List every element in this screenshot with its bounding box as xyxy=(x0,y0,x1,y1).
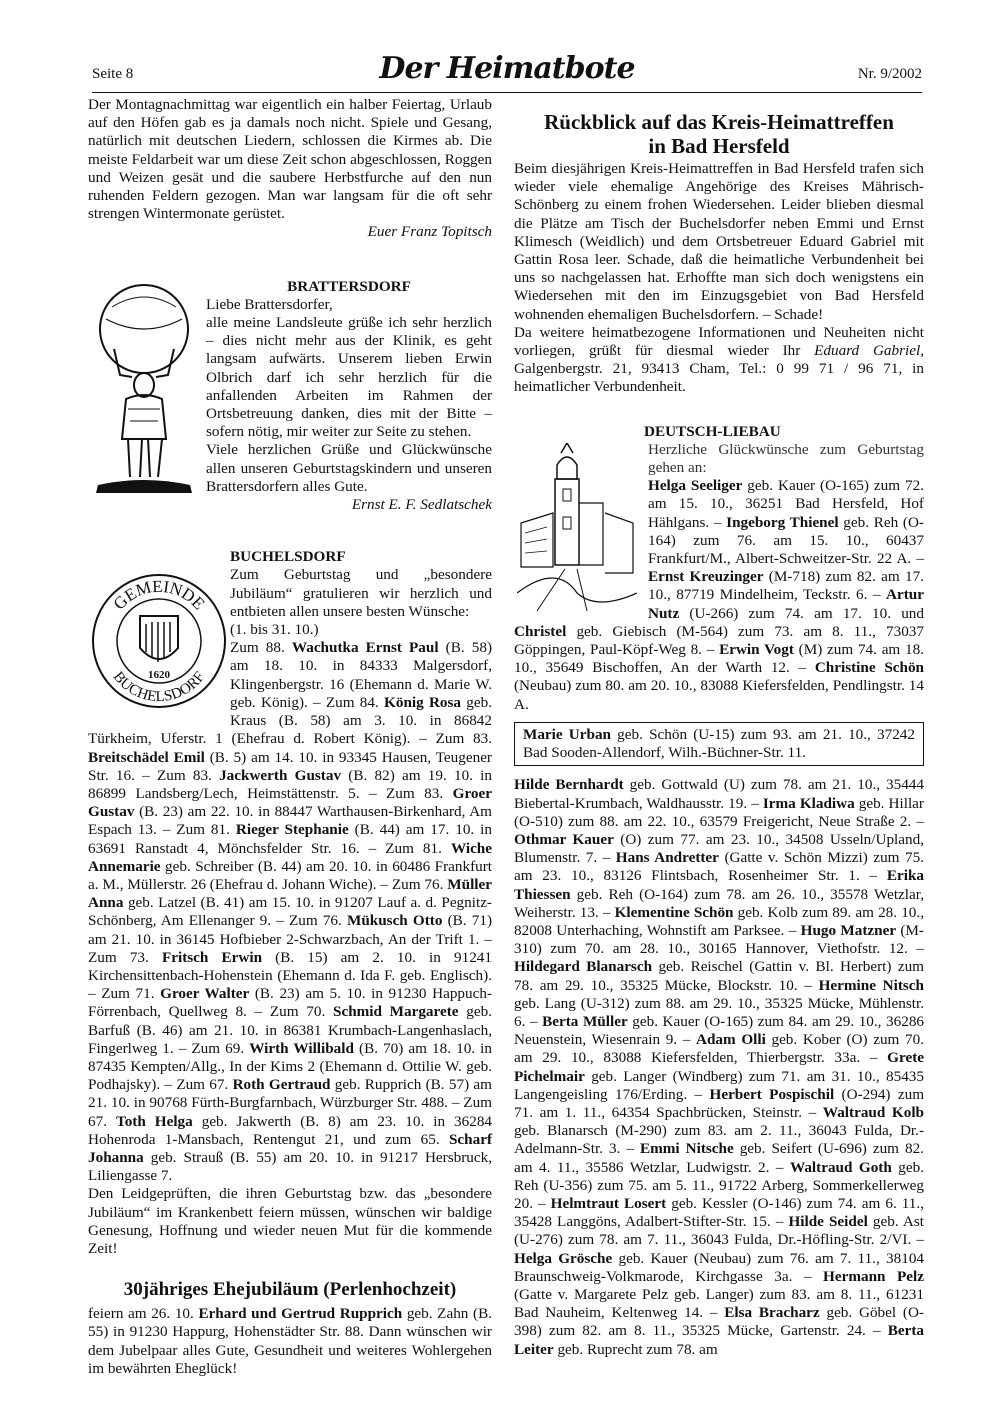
entry-name: Hilde Bernhardt xyxy=(514,776,624,794)
entry-name: König Rosa xyxy=(384,693,462,711)
brattersdorf-title: BRATTERSDORF xyxy=(287,277,411,295)
entry-name: Waltraud Kolb xyxy=(822,1103,924,1121)
intro-paragraph: Der Montagnachmittag war eigentlich ein halber Feiertag, Urlaub auf den Höfen gab es ja damals noch nicht. Spiele und Gesang, natürlich mit deutschen Liedern, schlossen die Kirmes ab. Die meiste Feldarbeit war um diese Zeit schon abgeschlossen, Roggen und Weizen gesät und die saubere Herbstfurche auf den nun ruhenden Feldern gezogen. Man war langsam für die oft sehr strengen Wintermonate gerüstet. xyxy=(88,96,492,223)
brattersdorf-salutation: Liebe Brattersdorfer, xyxy=(206,295,333,313)
entry-name: Emmi Nitsche xyxy=(639,1140,734,1158)
entry-details: geb. Rupprich (B. 57) am 21. 10. in 90768 Fürth-Burgfarnbach, Würzburger Str. 488. – Zum 67. xyxy=(88,1076,492,1130)
entry-name: Berta Müller xyxy=(542,1012,628,1030)
entry-details: (M-310) zum 70. am 28. 10., 30165 Hannover, Viethofstr. 12. – xyxy=(514,921,924,958)
highlight-box xyxy=(514,722,924,766)
entry-name: Wachutka Ernst Paul xyxy=(291,639,439,657)
entry-name: Hermann Pelz xyxy=(823,1267,924,1285)
entry-details: geb. Reh (O-164) zum 78. am 26. 10., 35578 Wetzlar, Weiherstr. 13. – xyxy=(514,885,924,921)
jubilee-text: feiern am 26. 10. Erhard und Gertrud Rupprich geb. Zahn (B. 55) in 91230 Happurg, Hohenstädter Str. 88. Dann wünschen wir dem Jubelpaar alles Gute, Gesundheit und weiteres Wohlergehen im bewährten Eheglück! xyxy=(88,1305,492,1377)
seal-text-top: GEMEINDE xyxy=(109,577,209,614)
entry-name: Othmar Kauer xyxy=(514,830,614,848)
municipal-seal-icon xyxy=(88,566,230,716)
entry-details: geb. Seifert (U-696) zum 82. am 4. 11., 35586 Wetzlar, Ludwigstr. 2. – xyxy=(514,1140,924,1176)
entry-name: Ingeborg Thienel xyxy=(726,513,839,531)
issue-number: Nr. 9/2002 xyxy=(857,66,922,82)
buchelsdorf-intro: Zum Geburtstag und „besondere Jubiläum“ gratulieren wir herzlich und entbieten allen unsere besten Wünsche: xyxy=(230,566,492,620)
entry-details: geb. Reh (U-356) zum 75. am 5. 11., 91722 Arberg, Sommerkellerweg 20. – xyxy=(514,1158,925,1212)
entry-name: Helga Grösche xyxy=(514,1249,613,1267)
entry-details: (O) zum 77. am 23. 10., 34508 Usseln/Upland, Blumenstr. 7. – xyxy=(514,830,924,867)
entry-name: Groer Walter xyxy=(160,985,250,1003)
entry-name: Hermine Nitsch xyxy=(818,976,924,994)
atlas-statue-icon xyxy=(88,278,200,502)
entry-details: (B. 71) am 21. 10. in 36145 Hofbieber 2-Schwarzbach, An der Trift 1. – Zum 73. xyxy=(88,912,493,966)
entry-details: (B. 70) am 18. 10. in 87435 Kempten/Allg., In der Kims 2 (Ehemann d. Ottilie W. geb. Podhajsky). – Zum 67. xyxy=(88,1039,492,1094)
entry-name: Christel xyxy=(514,622,567,640)
review-title: Rückblick auf das Kreis-Heimattreffen in Bad Hersfeld xyxy=(544,110,894,158)
entry-prefix: Zum 88. xyxy=(230,639,292,657)
deutsch-liebau-section xyxy=(514,423,924,1359)
liebau-title: DEUTSCH-LIEBAU xyxy=(644,422,781,440)
review-paragraph-2: Da weitere heimatbezogene Informationen und Neuheiten nicht vorliegen, grüßt für diesmal wieder Ihr Eduard Gabriel, Galgenbergstr. 21, 93413 Cham, Tel.: 0 99 71 / 96 71, in heimatlicher Verbundenheit. xyxy=(514,323,925,396)
entry-name: Hilde Seidel xyxy=(788,1213,868,1231)
entry-name: Hildegard Blanarsch xyxy=(514,958,653,976)
left-column xyxy=(88,96,492,1378)
entry-name: Groer Gustav xyxy=(88,784,492,821)
entry-details: geb. Blanarsch (M-290) zum 83. am 2. 11., 36043 Fulda, Dr.-Adelmann-Str. 3. – xyxy=(514,1122,924,1158)
header-rule xyxy=(92,92,922,93)
entry-details: (Gatte v. Margarete Pelz geb. Langer) zum 83. am 8. 11., 61231 Bad Nauheim, Keltenweg 14. – xyxy=(514,1285,924,1322)
entry-details: geb. Gottwald (U) zum 78. am 21. 10., 35444 Biebertal-Krumbach, Waldhausstr. 19. – xyxy=(514,776,924,812)
entry-name: Hugo Matzner xyxy=(800,921,897,939)
entry-details: geb. Kober (O) zum 70. am 29. 10., 83088 Kiefersfelden, Thierbergstr. 33a. – xyxy=(514,1031,924,1067)
page-number: Seite 8 xyxy=(92,66,134,82)
entry-details: geb. Schreiber (B. 44) am 20. 10. in 60486 Frankfurt a. M., Müllerstr. 26 (Ehefrau d. Johann Wiche). – Zum 76. xyxy=(88,857,492,893)
jubilee-title: 30jähriges Ehejubiläum (Perlenhochzeit) xyxy=(123,1279,457,1301)
entry-details: geb. Jakwerth (B. 8) am 23. 10. in 36284 Hohenroda 1-Mansbach, Rentengut 21, und zum 65. xyxy=(88,1112,493,1148)
entry-details: geb. Hillar (O-510) zum 88. am 22. 10., 63579 Freigericht, Neue Straße 2. – xyxy=(514,794,924,830)
entry-name: Helga Seeliger xyxy=(648,477,743,495)
liebau-intro: Herzliche Glückwünsche zum Geburtstag gehen an: xyxy=(648,440,924,477)
liebau-entries-after-box xyxy=(514,776,924,1359)
entry-details: (M) zum 74. am 18. 10., 35649 Bischoffen, An der Warth 12. – xyxy=(514,641,924,677)
brattersdorf-section xyxy=(88,278,492,515)
entry-name: Jackwerth Gustav xyxy=(219,766,342,784)
entry-details: (U-266) zum 74. am 17. 10. und xyxy=(679,604,924,622)
entry-name: Hans Andretter xyxy=(615,849,719,867)
entry-details: geb. Kauer (Neubau) zum 76. am 7. 11., 38104 Braunschweig-Volkmarode, Kirchgasse 3a. – xyxy=(514,1249,925,1285)
page-header xyxy=(92,52,922,92)
entry-name: Müller Anna xyxy=(88,875,492,912)
brattersdorf-signature: Ernst E. F. Sedlatschek xyxy=(351,496,492,514)
entry-name: Ernst Kreuzinger xyxy=(648,568,764,586)
entry-name: Schmid Margarete xyxy=(333,1003,459,1021)
entry-details: (B. 82) am 19. 10. in 86899 Landsberg/Lech, Heimstättenstr. 5. – Zum 83. xyxy=(88,766,492,802)
entry-details: (B. 5) am 14. 10. in 93345 Hausen, Teugener Str. 16. – Zum 83. xyxy=(88,748,492,784)
entry-details: geb. Kauer (O-165) zum 84. am 29. 10., 36286 Neuenstein, Wiesenrain 9. – xyxy=(514,1012,925,1049)
buchelsdorf-section xyxy=(88,548,492,1258)
entry-name: Breitschädel Emil xyxy=(88,748,205,766)
jubilee-section xyxy=(88,1278,492,1378)
masthead-title: Der Heimatbote xyxy=(379,51,635,86)
entry-name: Fritsch Erwin xyxy=(161,948,263,966)
buchelsdorf-title: BUCHELSDORF xyxy=(230,548,346,566)
entry-details: (B. 23) am 22. 10. in 88447 Warthausen-Birkenhard, Am Espach 13. – Zum 81. xyxy=(88,803,492,839)
entry-details: (M-718) zum 82. am 17. 10., 87719 Mindelheim, Teckstr. 6. – xyxy=(648,568,924,604)
entry-details: geb. Reischel (Gattin v. Bl. Herbert) zum 78. am 29. 10., 35325 Mücke, Blockstr. 10. – xyxy=(514,958,924,994)
entry-name: Scharf Johanna xyxy=(88,1130,492,1166)
entry-details: geb. Lang (U-312) zum 88. am 29. 10., 35325 Mücke, Mühlenstr. 6. – xyxy=(514,994,924,1030)
highlight-box-text: Marie Urban geb. Schön (U-15) zum 93. am 21. 10., 37242 Bad Sooden-Allendorf, Wilh.-Büchner-Str. 11. xyxy=(523,725,915,762)
entry-details: geb. Kraus (B. 58) am 3. 10. in 86842 Türkheim, Uferstr. 1 (Ehefrau d. Robert König). – Zum 83. xyxy=(88,693,493,748)
entry-name: Waltraud Goth xyxy=(789,1158,892,1176)
brattersdorf-body-2: Viele herzlichen Grüße und Glückwünsche allen unseren Geburtstagskindern und unseren Brattersdorfern alles Gute. xyxy=(206,441,492,495)
entry-details: geb. Reh (O-164) zum 76. am 15. 10., 60437 Frankfurt/M., Albert-Schweitzer-Str. 22 A. – xyxy=(648,513,924,568)
entry-details: geb. Giebisch (M-564) zum 73. am 8. 11., 73037 Göppingen, Paul-Köpf-Weg 8. – xyxy=(514,622,924,659)
entry-name: Mükusch Otto xyxy=(346,912,443,930)
entry-details: (B. 58) am 18. 10. in 84333 Malgersdorf, Klingenbergstr. 16 (Ehemann d. Marie W. geb. König). – Zum 84. xyxy=(230,639,493,711)
buchelsdorf-period: (1. bis 31. 10.) xyxy=(230,621,319,639)
entry-name: Toth Helga xyxy=(115,1112,193,1130)
entry-name: Erika Thiessen xyxy=(514,867,924,903)
entry-details: geb. Ruprecht zum 78. am xyxy=(553,1340,718,1358)
buchelsdorf-entries xyxy=(88,639,492,1185)
buchelsdorf-closing: Den Leidgeprüften, die ihren Geburtstag bzw. das „besondere Jubiläum“ im Krankenbett feiern müssen, wünschen wir baldige Genesung, Hoffnung und wieder neuen Mut für die kommende Zeit! xyxy=(88,1185,492,1257)
entry-name: Adam Olli xyxy=(696,1031,766,1049)
entry-name: Rieger Stephanie xyxy=(235,821,349,839)
entry-details: (O-294) zum 71. am 1. 11., 64354 Spachbrücken, Steinstr. – xyxy=(514,1085,925,1121)
entry-name: Erwin Vogt xyxy=(719,641,794,659)
entry-details: (B. 15) am 2. 10. in 91241 Kirchensittenbach-Hohenstein (Ehemann d. Ida F. geb. Englisch). – Zum 71. xyxy=(88,948,492,1003)
entry-name: Klementine Schön xyxy=(614,903,734,921)
entry-name: Wirth Willibald xyxy=(249,1039,354,1057)
entry-details: (Gatte v. Schön Mizzi) zum 75. am 23. 10., 83126 Flintsbach, Rosenheimer Str. 1. – xyxy=(514,849,924,885)
church-sketch-icon xyxy=(514,441,640,615)
entry-details: (B. 23) am 5. 10. in 91230 Happuch-Förrenbach, Quellweg 8. – Zum 70. xyxy=(88,985,493,1021)
entry-details: geb. Latzel (B. 41) am 15. 10. in 91207 Lauf a. d. Pegnitz-Schönberg, Am Ellenanger 9. – Zum 76. xyxy=(88,894,492,930)
entry-name: Roth Gertraud xyxy=(232,1076,331,1094)
entry-details: geb. Barfuß (B. 46) am 21. 10. in 86381 Krumbach-Langenhaslach, Fingerlweg 1. – Zum 69. xyxy=(88,1003,492,1057)
entry-name: Artur Nutz xyxy=(648,586,924,622)
entry-details: (Neubau) zum 80. am 20. 10., 83088 Kiefersfelden, Pendlingstr. 14 A. xyxy=(514,677,924,713)
entry-name: Wiche Annemarie xyxy=(88,839,492,875)
entry-name: Berta Leiter xyxy=(514,1322,924,1358)
entry-details: geb. Kessler (O-146) zum 74. am 6. 11., 35428 Langgöns, Adalbert-Stifter-Str. 15. – xyxy=(514,1194,924,1231)
entry-name: Christine Schön xyxy=(814,659,924,677)
entry-details: geb. Ast (U-276) zum 78. am 7. 11., 36043 Fulda, Dr.-Höfling-Str. 2/VI. – xyxy=(514,1213,924,1249)
entry-details: geb. Göbel (O-398) zum 82. am 8. 11., 35325 Mücke, Gartenstr. 24. – xyxy=(514,1304,924,1340)
entry-name: Elsa Bracharz xyxy=(724,1304,820,1322)
svg-text:GEMEINDE xyxy=(110,577,209,614)
entry-details: geb. Kolb zum 89. am 28. 10., 82008 Unterhaching, Wohnstift am Parksee. – xyxy=(514,903,924,939)
entry-details: (B. 44) am 17. 10. in 63691 Ranstadt 4, Mönchsfelder Str. 16. – Zum 81. xyxy=(88,821,492,857)
intro-signature: Euer Franz Topitsch xyxy=(367,223,492,241)
entry-name: Helmtraut Losert xyxy=(550,1194,667,1212)
entry-details: geb. Strauß (B. 55) am 20. 10. in 91217 Hersbruck, Liliengasse 7. xyxy=(88,1148,492,1185)
entry-name: Grete Pichelmair xyxy=(514,1049,924,1085)
entry-name: Herbert Pospischil xyxy=(709,1085,835,1103)
review-section xyxy=(514,96,924,397)
review-paragraph-1: Beim diesjährigen Kreis-Heimattreffen in Bad Hersfeld trafen sich wieder viele ehemalige Angehörige des Kreises Mährisch-Schönberg zu einem frohen Wiedersehen. Leider blieben diesmal die Plätze am Tisch der Buchelsdorfer neben Emmi und Ernst Klimesch (Weidlich) und dem Ortsbetreuer Eduard Gabriel mit Gattin Rosa leer. Schade, daß die heimatliche Verbundenheit bei uns so nachgelassen hat. Erhoffte man sich doch wenigstens ein Wiedersehen mit den im Einzugsgebiet von Bad Hersfeld wohnenden ehemaligen Buchelsdorfern. – Schade! xyxy=(514,160,924,323)
entry-name: Irma Kladiwa xyxy=(762,794,855,812)
entry-details: geb. Kauer (O-165) zum 72. am 15. 10., 36251 Bad Hersfeld, Hof Hählgans. – xyxy=(648,477,924,531)
seal-text-bottom: BUCHELSDORF xyxy=(109,669,209,706)
brattersdorf-body-1: alle meine Landsleute grüße ich sehr herzlich – dies nicht mehr aus der Klinik, es geht langsam aufwärts. Unserem lieben Erwin Olbrich darf ich sehr herzlich für die anfallenden Arbeiten im Rahmen der Ortsbetreuung danken, dies mit der Bitte – sofern nötig, mir weiter zur Seite zu stehen. xyxy=(206,314,492,441)
seal-year: 1620 xyxy=(148,669,170,682)
right-column xyxy=(514,96,924,1359)
entry-details: geb. Langer (Windberg) zum 71. am 31. 10., 85435 Langengeisling 176/Erding. – xyxy=(514,1067,924,1103)
